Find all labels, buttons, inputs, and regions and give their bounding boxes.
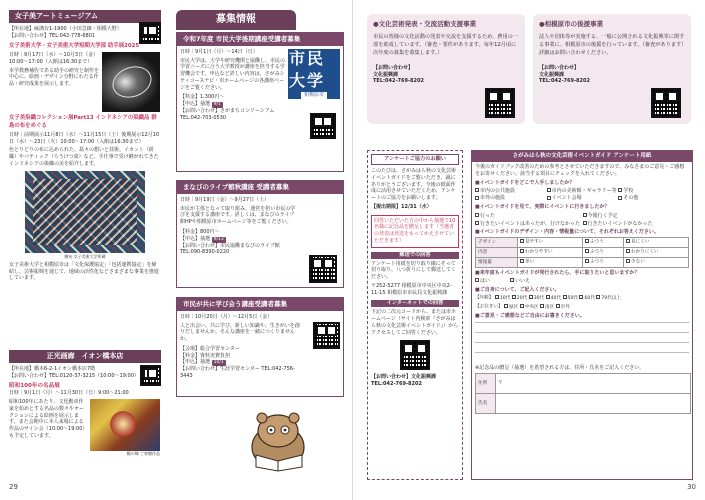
left-page: [0, 0, 352, 500]
survey-deadline: 【提出期限】12/31（水）: [371, 203, 432, 210]
course1-card: [176, 32, 344, 172]
survey-info-contact: 【お問い合わせ】文化振興課 TEL:042-769-8202: [371, 374, 437, 388]
course2-desc: 市民が主体となって取り組み、運営を担い市民の学びを支援する講座です。詳しくは、まなびのライブ館HPや相模原市ホームページ等をご覧ください。: [180, 205, 296, 226]
support2-desc: 法人や団体等が実施する、一般に公開される文化振興等に関する事業に、相模原市の後援を行っています。（審査があります）詳細はお問い合わせください。: [539, 33, 685, 56]
support1-qr-code: [485, 88, 515, 118]
age-option[interactable]: 10代: [495, 296, 510, 301]
gallery-title: 正光画廊 イオン橋本店: [9, 350, 161, 363]
survey-info-desc: このたびは、さがみはら秋の文化芸術イベントガイドをご覧いただき、誠にありがとうございます。今後の紙面作成に活用させていただくため、アンケートのご協力をお願いします。: [371, 168, 457, 202]
age-option[interactable]: 60代: [579, 296, 594, 301]
age-row: 【年齢】 10代 20代 30代 40代 50代 60代 70代以上: [475, 295, 622, 301]
mail-address: 〒252-5277 相模原市中央区中央2-11-15 相模原市市民局文化振興課: [371, 282, 452, 296]
q1-option[interactable]: 市外の施設: [475, 195, 546, 202]
q1-option[interactable]: 学校: [618, 188, 689, 195]
museum-ex1-image: [102, 52, 160, 112]
q3-cell[interactable]: 多い: [518, 258, 583, 268]
gallery-ex-title: 昭和100年の名品展: [9, 382, 60, 389]
survey-footer-note: ※記念品の贈呈（抽選）を希望される方は、住所・氏名をご記入ください。: [475, 364, 645, 371]
area-option[interactable]: 中央区: [520, 305, 539, 310]
survey-intro: 今後のガイドブック改善のための参考とさせていただきますので、みなさまのご意見・ご感想をお寄せください。該当する項目にチェックを入れてください。: [475, 164, 685, 178]
mail-header: 郵送での回答: [371, 252, 459, 259]
age-option[interactable]: 30代: [529, 296, 544, 301]
support2-box: [533, 14, 691, 124]
q1-option[interactable]: イベント会場: [547, 195, 618, 202]
q2-option[interactable]: 今後行く予定: [583, 213, 690, 220]
museum-ex1-dates: 日時｜9月17日（水）〜10月3日（金）10:00〜17:00（入館は16:30まで）: [9, 52, 99, 65]
name-label: 氏名: [476, 394, 496, 414]
course3-extra: 【料金】資料実費負担: [180, 352, 231, 359]
age-option[interactable]: 70代以上: [596, 296, 621, 301]
q1-option[interactable]: 市内の公共施設: [475, 188, 546, 195]
course3-app: 【申込】抽選: [180, 359, 211, 366]
course3-title: 市民が共に学び会う講座受講者募集: [177, 298, 343, 311]
recruit-section: [176, 10, 344, 380]
gallery-section: [9, 350, 161, 457]
age-option[interactable]: 20代: [512, 296, 527, 301]
support2-qr-code: [651, 88, 681, 118]
address-table: [475, 373, 691, 414]
survey-qr-code: [400, 340, 430, 370]
q2-option[interactable]: 行きたいイベントはあったが、行けなかった: [475, 221, 582, 228]
q5-label: ■ご自身について、ご記入ください。: [475, 286, 560, 293]
survey-note: 回答いただいた方の中から抽選で10名様に記念品を贈呈します（当選者の発表は発送をもってかえさせていただきます）: [371, 215, 459, 248]
course3-card: [176, 297, 344, 397]
area-option[interactable]: 南区: [540, 305, 554, 310]
web-header: インターネットでの回答: [371, 300, 459, 307]
course1-fee: 【料金】1,300円〜: [180, 94, 225, 101]
q3-row-label: 情報量: [476, 258, 518, 268]
course2-qr-code: [309, 255, 337, 283]
q3-row-label: 内容: [476, 248, 518, 258]
course2-title: まなびのライブ館秋講座 受講者募集: [177, 181, 343, 194]
support1-title: ●文化芸術発表・交流活動支援事業: [373, 20, 477, 28]
support1-tel: TEL:042-769-8202: [373, 78, 424, 85]
area-option[interactable]: 緑区: [504, 305, 518, 310]
course1-title: 令和7年度 市民大学後期講座受講者募集: [177, 33, 343, 46]
area-row: 【お住まい】 緑区 中央区 南区 市外: [475, 304, 570, 310]
course2-contact: 【お問い合わせ】市民協働まなびのライブ館 TEL:090-8390-0220: [180, 242, 280, 256]
q3-cell[interactable]: 見にくい: [624, 238, 689, 248]
museum-ex1-desc: 本学教務補佐である助手の研究と制作を中心に、絵画・デザイン分野にわたる作品・研究成果を展示します。: [9, 67, 100, 88]
mascot-illustration: [244, 405, 314, 473]
q1-label: ■イベントガイドをどこで入手しましたか？: [475, 179, 575, 186]
museum-location: 【所在地】麻溝台1-1900（小田急線・相模大野）: [9, 26, 122, 33]
gallery-painting-image: [90, 399, 160, 451]
course2-app: 【申込】抽選: [180, 235, 211, 242]
q3-cell[interactable]: 少ない: [624, 258, 689, 268]
q1-options: [472, 187, 692, 204]
q3-row-label: デザイン: [476, 238, 518, 248]
support1-box: [367, 14, 525, 124]
course2-app-date: 9/13: [213, 236, 224, 242]
survey-title: さがみはら秋の文化芸術イベントガイド アンケート用紙: [472, 151, 692, 162]
course1-app: 【申込】抽選: [180, 101, 211, 108]
web-desc: 下記の二次元コードから、または市ホームページ（サイト内検索『さがみはら秋の文化芸術イベントガイド』）からアクセスしてご回答ください。: [371, 309, 459, 336]
right-page-number: 30: [687, 482, 696, 491]
right-page: [353, 0, 705, 500]
q3-cell[interactable]: ふつう: [582, 238, 623, 248]
museum-contact: 【お問い合わせ】TEL:042-778-6801: [9, 33, 96, 40]
support1-contact-dept: 文化振興課: [373, 71, 399, 78]
gallery-ex-dates: 日時｜9月1日（月）〜11月30日（日）9:00〜21:00: [9, 390, 129, 397]
q3-cell[interactable]: ふつう: [582, 258, 623, 268]
survey-info-header: アンケートご協力のお願い: [371, 154, 459, 165]
name-field[interactable]: [496, 394, 691, 414]
support2-contact-label: 【お問い合わせ】: [539, 64, 580, 71]
gallery-location: 【所在地】橋本6-2-1イオン橋本店7階: [9, 366, 96, 373]
q3-cell[interactable]: ふつう: [582, 248, 623, 258]
q2-option[interactable]: 行った: [475, 213, 582, 220]
gallery-qr-code: [140, 365, 161, 386]
q3-cell[interactable]: わかりやすい: [518, 248, 583, 258]
q1-option[interactable]: その他: [618, 195, 689, 202]
q6-label: ■ご意見・ご感想などご自由にお書きください。: [475, 312, 585, 319]
gallery-contact: 【お問い合わせ】TEL:0120-37-3215（10:00〜19:00）: [9, 373, 139, 380]
q3-cell[interactable]: わかりにくい: [624, 248, 689, 258]
address-label: 住所: [476, 374, 496, 394]
museum-title: 女子美アートミュージアム: [9, 10, 161, 23]
course1-app-date: 9/1: [213, 102, 221, 108]
area-option[interactable]: 市外: [556, 305, 570, 310]
left-page-number: 29: [9, 482, 18, 491]
citizen-university-logo: [288, 49, 340, 99]
textile-image: [25, 171, 145, 253]
course1-dates: 日時｜9月1日（月）〜14日（日）: [180, 48, 258, 55]
course1-qr-code: [310, 113, 336, 139]
museum-ex2-title: 女子美染織コレクション展Part13 インドネシアの染織品 群島の布をめぐる: [9, 115, 157, 129]
q2-options: [472, 212, 692, 229]
museum-qr-code: [139, 22, 161, 44]
course2-card: [176, 180, 344, 288]
museum-section: [9, 10, 161, 282]
museum-ex2-dates: 日時｜前期展示11月8日（水）〜11月15日（土）後期展示12月10日（水）〜23日（火）10:00〜17:00（入館は16:30まで）: [9, 131, 159, 145]
q4-options: [472, 277, 692, 286]
textile-caption: 腰布 女子美術大学所蔵: [64, 253, 106, 259]
q4-option[interactable]: はい: [475, 278, 490, 285]
address-field[interactable]: 〒: [496, 374, 691, 394]
age-option[interactable]: 50代: [563, 296, 578, 301]
gallery-ex-desc: 昭和100年にあたり、文化勲章作家を始めとする名品の数々やオークションによる絵画を展示します。また会期中に本人来場による作品のサイン会（10:00〜19:00）も予定しています。: [9, 399, 85, 439]
gallery-caption: 鶴の舞 ご寄贈作品: [126, 451, 160, 457]
survey-form: [471, 150, 693, 480]
logo-line2: 相模原市: [301, 92, 327, 99]
course3-app-date: 10/1: [213, 360, 224, 366]
museum-bottom-desc: 女子美術大学と相模原市は「文化保護協定」「包括連携協定」を締結し、芸術振興を通じて、地域の活性化などさまざまな事業を推進しています。: [9, 261, 159, 282]
q3-table: [475, 237, 689, 268]
course2-fee: 【料金】800円〜: [180, 228, 220, 235]
course2-dates: 日時｜9月19日（金）〜9月27日（土）: [180, 196, 270, 203]
course3-desc: 人と出会い、共に学び、新しい知識や、生きがいを創りだしませんか。そんな講座を一緒につくりませんか。: [180, 322, 300, 343]
age-option[interactable]: 40代: [546, 296, 561, 301]
course1-desc: 市民大学は、大学や研究機関と協働し、市民の学習ニーズに合う大学教授が講座を担当する学習機会です。申込など詳しい内容は、さがみシティコースナビ・市ホームページの各講座ページをご覧ください。: [180, 57, 286, 91]
q4-option[interactable]: いいえ: [510, 278, 530, 285]
recruit-header: 募集情報: [176, 10, 296, 30]
support2-tel: TEL:042-769-8202: [539, 78, 590, 85]
q4-label: ■来年度もイベントガイドが発行されたら、手に取りたいと思いますか？: [475, 270, 640, 277]
comment-area[interactable]: [475, 322, 689, 362]
q3-label: ■イベントガイドのデザイン・内容・情報量について、それぞれお答えください。: [475, 229, 659, 236]
course3-venue: 【会場】総合学習センター: [180, 345, 240, 352]
support2-title: ●相模原市の後援事業: [539, 20, 604, 28]
logo-line1: 市民大学: [289, 49, 326, 90]
course1-contact: 【お問い合わせ】さがまちコンソーシアム TEL:042-703-0530: [180, 108, 275, 121]
q3-cell[interactable]: 見やすい: [518, 238, 583, 248]
support2-contact-dept: 文化振興課: [539, 71, 565, 78]
mail-desc: アンケート用紙を切り取り線にそって切り取り、八つ折りにして郵送してください。: [371, 260, 457, 281]
support1-contact-label: 【お問い合わせ】: [373, 64, 414, 71]
museum-ex1-title: 女子美術大学・女子美術大学短期大学部 助手展2025: [9, 42, 140, 49]
q1-option[interactable]: 市内の美術館・ギャラリー等: [547, 188, 618, 195]
museum-ex2-desc: 色とりどりの布に込められた、島々の想いと技術。イカット（絣織）やバティック（ろうけつ染）など、手仕事で受け継がれてきたインドネシアの染織の美を紹介します。: [9, 147, 159, 167]
support1-desc: 市民の皆様の文化活動の発表や交流を支援するため、費用の一部を助成しています。（審査・要件があります。毎年12月頃に次年度の募集を募集します。）: [373, 33, 519, 56]
q2-option[interactable]: 行きたいイベントがなかった: [583, 221, 690, 228]
course3-qr-code: [313, 322, 340, 349]
course3-contact: 【お問い合わせ】生涯学習センター TEL:042-756-3443: [180, 366, 295, 380]
survey-info: [367, 150, 463, 480]
course3-dates: 日時｜10月20日（月）〜12月5日（金）: [180, 313, 273, 320]
q2-label: ■イベントガイドを見て、実際にイベントに行きましたか？: [475, 204, 610, 211]
